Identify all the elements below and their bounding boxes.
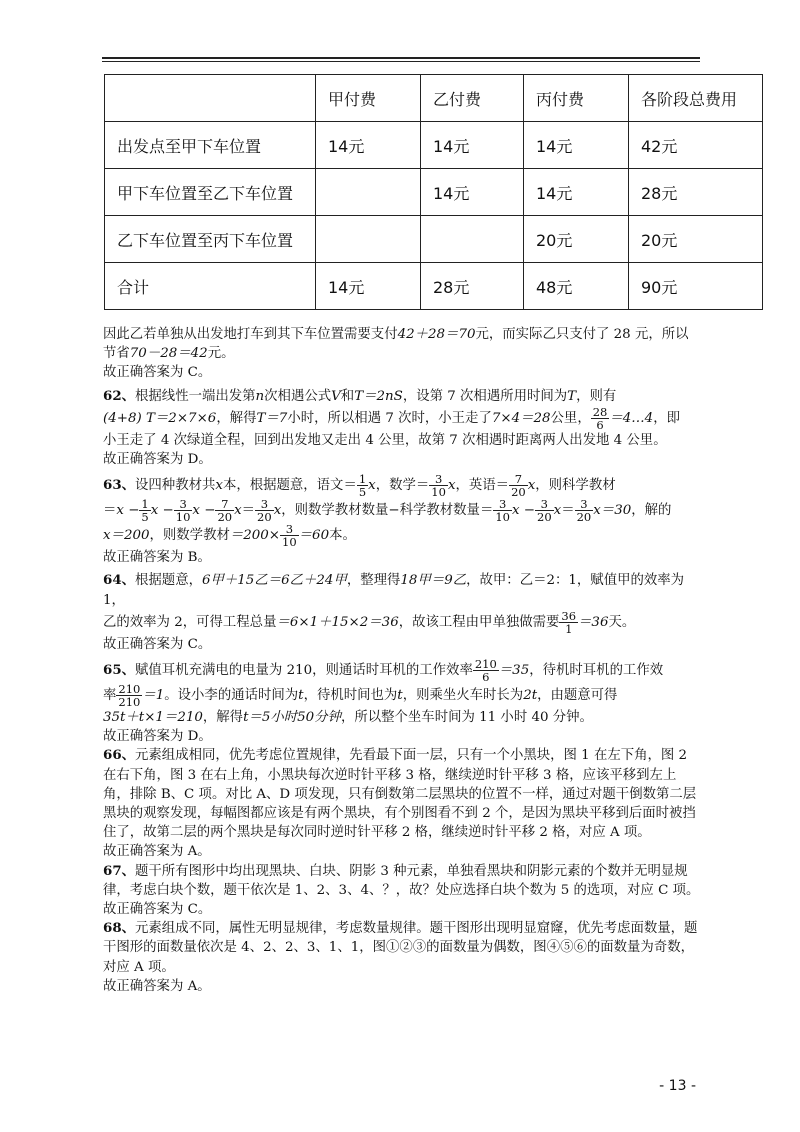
table-header-row — [105, 75, 763, 122]
table-cell: 甲付费 — [316, 75, 421, 122]
table-cell: 28元 — [421, 263, 524, 310]
paragraph-63: 63、设四种教材共x本，根据题意，语文＝ $\frac{1}{5}$ x，数学＝ $\frac{3}{10}$ x，英语＝ $\frac{7}{20}$ x，则科学教材 ＝x − $\frac{1}{5}$ x − $\frac{3}{10}$ x − $\frac{7}{20}$ x＝ $\frac{3}{20}$ x，则数学教材数量−科学教材数量＝ $\frac{3}{10}$ x − $\frac{3}{20}$ x＝ $\frac{3}{20}$ x＝30，解的 x＝200，则数学教材＝200× $\frac{3}{10}$ ＝60本。 — [103, 472, 672, 550]
page-number: - 13 - — [659, 1078, 696, 1094]
table-row — [105, 122, 763, 169]
table-row — [105, 216, 763, 263]
paragraph-61: 因此乙若单独从出发地打车到其下车位置需要支付42＋28＝70元，而实际乙只支付了 28 元，所以 节省70－28＝42元。 — [103, 327, 689, 362]
answer-62: 故正确答案为 D。 — [103, 452, 212, 468]
table-cell: 合计 — [105, 263, 316, 310]
table-row — [105, 263, 763, 310]
table-cell: 28元 — [629, 169, 763, 216]
table-cell: 14元 — [316, 122, 421, 169]
table-cell: 20元 — [524, 216, 629, 263]
table-cell — [105, 75, 316, 122]
table-cell: 20元 — [629, 216, 763, 263]
paragraph-62: 62、根据线性一端出发第n次相遇公式V和T＝2nS，设第 7 次相遇所用时间为T，则有 (4+8) T＝2×7×6，解得T＝7小时，所以相遇 7 次时，小王走了7×4＝28公里， $\frac{28}{6}$ ＝4…4，即 小王走了 4 次绿道全程，回到出发地又走出 4 公里，故第 7 次相遇时距离两人出发地 4 公里。 — [103, 387, 680, 448]
paragraph-65: 65、赋值耳机充满电的电量为 210，则通话时耳机的工作效率 $\frac{210}{6}$ ＝35，待机时耳机的工作效 率 $\frac{210}{210}$ ＝1。设小李的通话时间为t，待机时间也为t，则乘坐火车时长为2t，由题意可得 35t＋t×1＝210，解得t＝5小时50分钟，所以整个坐车时间为 11 小时 40 分钟。 — [103, 657, 664, 726]
header-rule — [102, 57, 700, 59]
fee-table — [104, 74, 763, 310]
table-cell: 各阶段总费用 — [629, 75, 763, 122]
paragraph-64: 64、根据题意，6甲＋15乙＝6乙＋24甲，整理得18甲＝9乙，故甲：乙＝2：1，赋值甲的效率为 1， 乙的效率为 2，可得工程总量＝6×1＋15×2＝36，故该工程由甲单独做需要 $\frac{36}{1}$ ＝36天。 — [103, 572, 685, 636]
answer-61: 故正确答案为 C。 — [103, 365, 212, 381]
table-cell: 42元 — [629, 122, 763, 169]
table-cell: 14元 — [524, 122, 629, 169]
answer-66: 故正确答案为 A。 — [103, 844, 211, 860]
table-cell: 14元 — [316, 263, 421, 310]
table-cell — [316, 216, 421, 263]
paragraph-68: 68、元素组成不同，属性无明显规律，考虑数量规律。题干图形出现明显窟窿，优先考虑面数量，题干图形的面数量依次是 4、2、2、3、1、1，图①②③的面数量为偶数，图④⑤⑥的面数量为奇数，对应 A 项。 — [103, 920, 698, 975]
table-cell: 48元 — [524, 263, 629, 310]
table-cell: 14元 — [524, 169, 629, 216]
header-rule-thin — [102, 61, 700, 62]
table-cell: 出发点至甲下车位置 — [105, 122, 316, 169]
answer-65: 故正确答案为 D。 — [103, 729, 212, 745]
paragraph-66: 66、元素组成相同，优先考虑位置规律，先看最下面一层，只有一个小黑块，图 1 在左下角，图 2 在右下角，图 3 在右上角，小黑块每次逆时针平移 3 格，继续逆时针平移 3 格，应该平移到左上角，排除 B、C 项。对比 A、D 项发现，只有倒数第二层黑块的位置不一样，通过对题干倒数第二层黑块的观察发现，每幅图都应该是有两个黑块，有个别图看不到 2 个，是因为黑块平移到后面时被挡住了，故第二层的两个黑块是每次同时逆时针平移 2 格，继续逆时针平移 2 格，对应 A 项。 — [103, 747, 697, 841]
table-cell: 90元 — [629, 263, 763, 310]
answer-68: 故正确答案为 A。 — [103, 978, 211, 994]
answer-64: 故正确答案为 C。 — [103, 636, 212, 652]
table-cell: 乙下车位置至丙下车位置 — [105, 216, 316, 263]
table-cell: 14元 — [421, 169, 524, 216]
table-cell: 甲下车位置至乙下车位置 — [105, 169, 316, 216]
table-row — [105, 169, 763, 216]
table-cell: 乙付费 — [421, 75, 524, 122]
answer-67: 故正确答案为 C。 — [103, 902, 212, 918]
table-cell: 丙付费 — [524, 75, 629, 122]
table-cell — [421, 216, 524, 263]
solution-text — [103, 325, 700, 996]
table-cell — [316, 169, 421, 216]
paragraph-67: 67、题干所有图形中均出现黑块、白块、阴影 3 种元素，单独看黑块和阴影元素的个数并无明显规律，考虑白块个数，题干依次是 1、2、3、4、？，故？处应选择白块个数为 5 的选项，对应 C 项。 — [103, 862, 700, 898]
table-cell: 14元 — [421, 122, 524, 169]
answer-63: 故正确答案为 B。 — [103, 550, 211, 566]
